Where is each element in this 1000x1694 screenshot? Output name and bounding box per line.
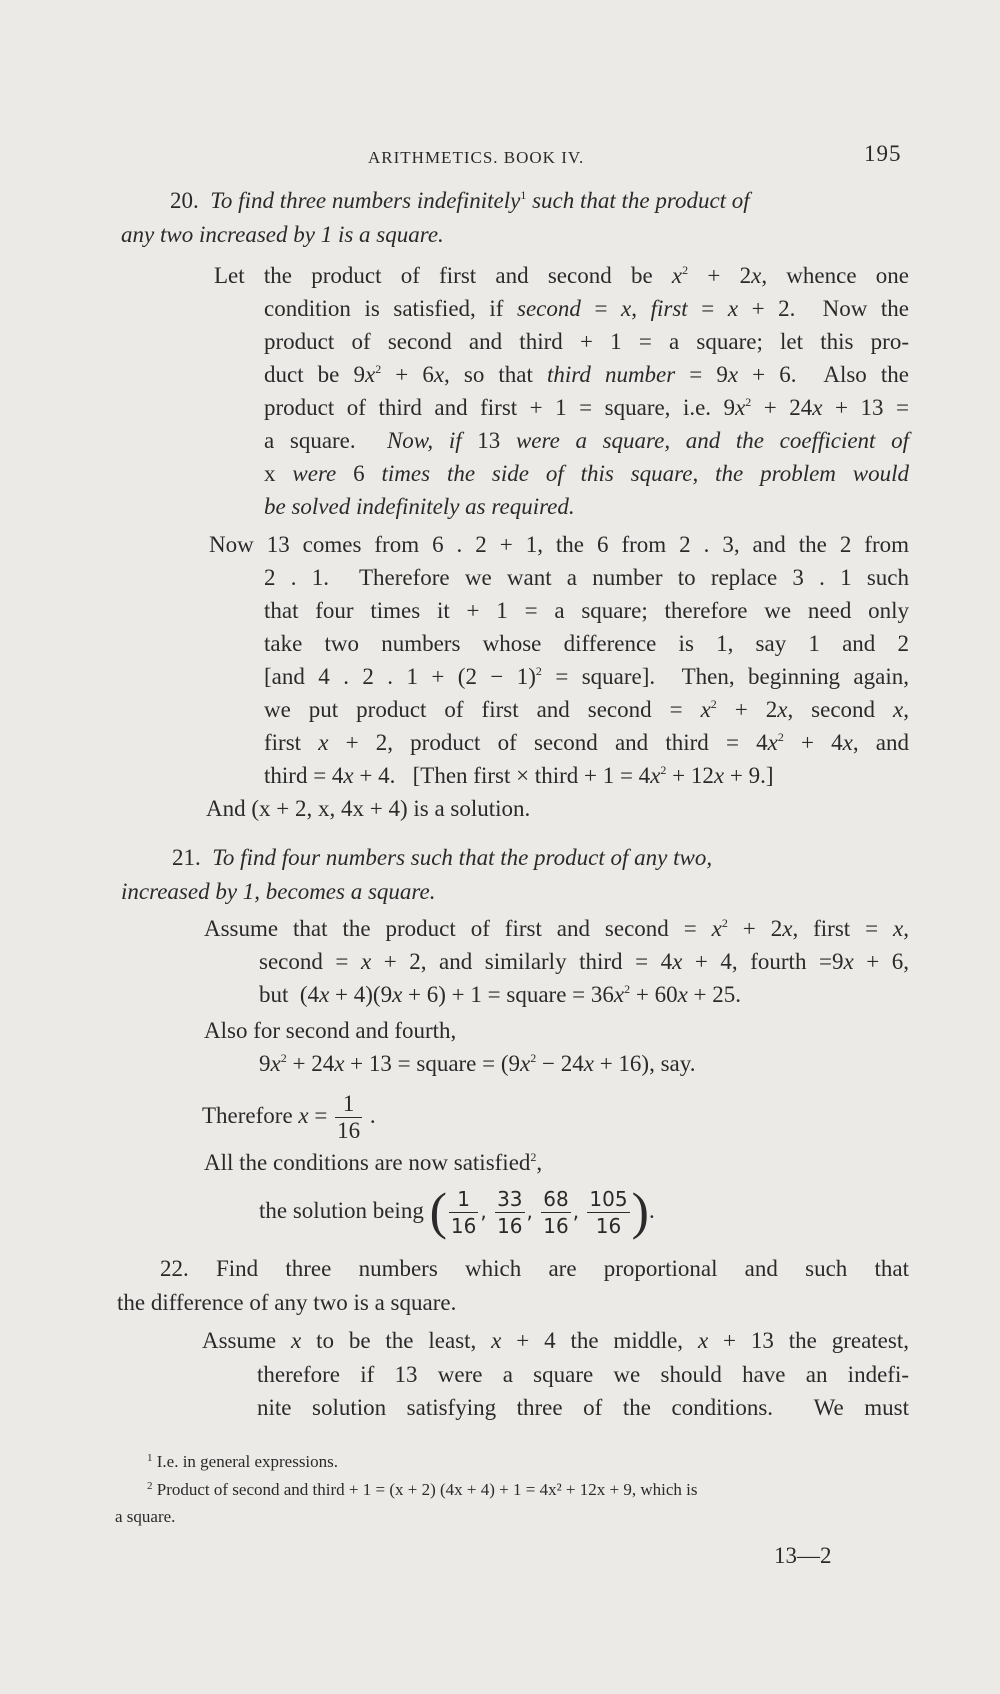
s21-p1-l1: Assume that the product of first and second = $x^2 + 2x$, first = x, bbox=[204, 916, 909, 941]
s20-p2-l6: we put product of first and second = $x^2 + 2x$, second x, bbox=[264, 697, 909, 722]
s20-p1-l5: product of third and first + 1 = square, i.e. $9x^2 + 24x + 13$ = bbox=[264, 395, 909, 420]
s20-p2-l2: 2 . 1. Therefore we want a number to replace 3 . 1 such bbox=[264, 565, 909, 590]
s21-p2-l2: $9x^2 + 24x + 13$ = square = $(9x^2 - 24x + 16)$, say. bbox=[259, 1051, 696, 1076]
s20-p2-l5: [and 4 . 2 . $1 + (2 - 1)^2$ = square]. Then, beginning again, bbox=[264, 664, 909, 689]
section-20-heading-cont: any two increased by 1 is a square. bbox=[121, 222, 444, 247]
s20-p1-l8: be solved indefinitely as required. bbox=[264, 494, 575, 519]
s20-p1-l3: product of second and third + 1 = a square; let this pro- bbox=[264, 329, 909, 354]
section-22-heading: 22. Find three numbers which are proportional and such that bbox=[160, 1256, 909, 1281]
s21-p2-l1: Also for second and fourth, bbox=[204, 1018, 457, 1043]
footnote-1: $^1$ I.e. in general expressions. bbox=[147, 1452, 339, 1471]
s20-p1-l4: duct be $9x^2 + 6x$, so that third number = 9x + 6. Also the bbox=[264, 362, 909, 387]
s21-p1-l3: but (4x + 4)(9x + 6) + 1 = square = $36x^2 + 60x + 25$. bbox=[259, 982, 742, 1007]
s20-p2-l3: that four times it + 1 = a square; therefore we need only bbox=[264, 598, 909, 623]
s20-p1-l7: x were 6 times the side of this square, the problem would bbox=[264, 461, 910, 486]
section-22-heading-cont: the difference of any two is a square. bbox=[117, 1290, 457, 1315]
s22-p1-l1: Assume x to be the least, x + 4 the middle, x + 13 the greatest, bbox=[202, 1328, 909, 1353]
s20-p2-l1: Now 13 comes from 6 . 2 + 1, the 6 from 2 . 3, and the 2 from bbox=[209, 532, 909, 557]
s20-p2-l7: first x + 2, product of second and third = $4x^2 + 4x$, and bbox=[264, 730, 909, 755]
section-21-heading: 21. To find four numbers such that the product of any two, bbox=[172, 845, 713, 870]
s21-p1-l2: second = x + 2, and similarly third = 4x + 4, fourth =9x + 6, bbox=[259, 949, 910, 974]
s22-p1-l3: nite solution satisfying three of the conditions. We must bbox=[257, 1395, 909, 1420]
footnote-2-cont: a square. bbox=[115, 1507, 176, 1526]
section-21-heading-cont: increased by 1, becomes a square. bbox=[121, 879, 436, 904]
s21-therefore: Therefore x = $\frac{1}{16}$ . bbox=[202, 1091, 376, 1144]
s22-p1-l2: therefore if 13 were a square we should have an indefi- bbox=[257, 1362, 909, 1387]
s20-p1-l6: a square. Now, if 13 were a square, and the coefficient of bbox=[264, 428, 909, 453]
page-number: 195 bbox=[864, 141, 902, 166]
s21-conditions: All the conditions are now satisfied$^2$, bbox=[204, 1150, 543, 1175]
footnote-2: $^2$ Product of second and third + 1 = (x + 2) (4x + 4) + 1 = 4x² + 12x + 9, which is bbox=[147, 1480, 698, 1499]
s20-p2-l8: third = 4x + 4. [Then first × third + $1 = 4x^2 + 12x + 9$.] bbox=[264, 763, 774, 788]
s20-p2-l4: take two numbers whose difference is 1, say 1 and 2 bbox=[264, 631, 909, 656]
s21-solution: the solution being ( $\frac{1}{16}$ , $\frac{33}{16}$ , $\frac{68}{16}$ , $\frac{105}{16}$ ). bbox=[259, 1183, 655, 1241]
signature-mark: 13—2 bbox=[774, 1543, 832, 1568]
section-20-heading: 20. To find three numbers indefinitely$^1$ such that the product of bbox=[170, 188, 750, 213]
s20-p1-l1: Let the product of first and second be $x^2 + 2x$, whence one bbox=[214, 263, 909, 288]
s20-p1-l2: condition is satisfied, if second = x, first = x + 2. Now the bbox=[264, 296, 909, 321]
s20-p3: And (x + 2, x, 4x + 4) is a solution. bbox=[206, 796, 531, 821]
running-title: ARITHMETICS. BOOK IV. bbox=[368, 148, 585, 167]
